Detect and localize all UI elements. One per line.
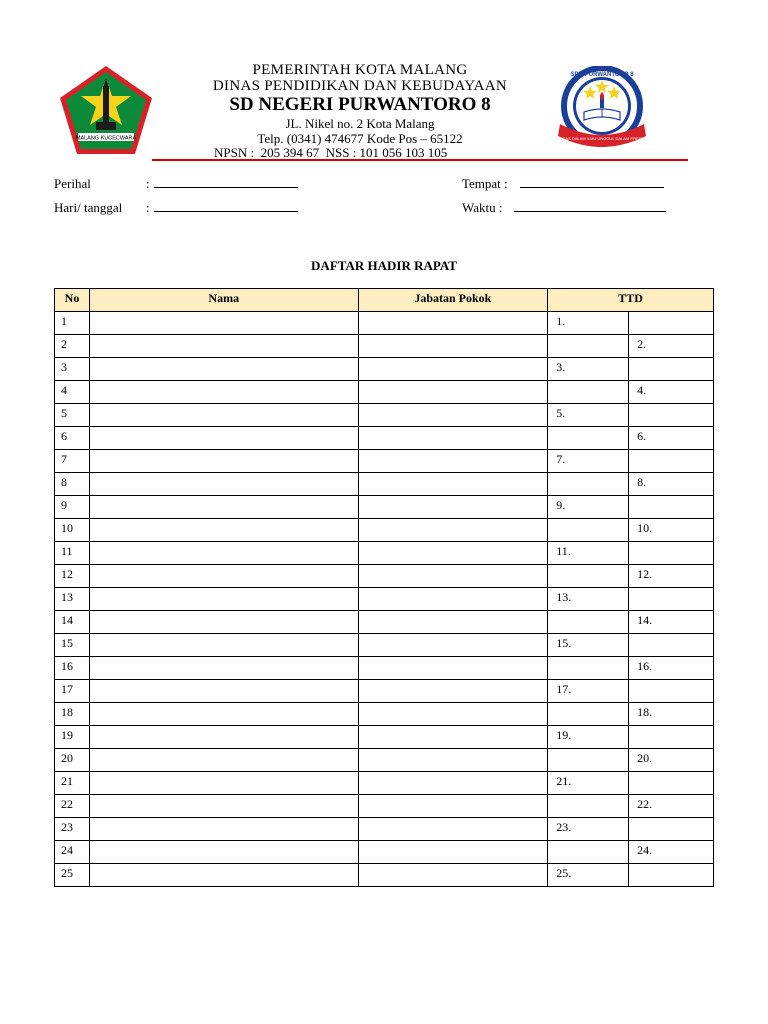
nama-cell[interactable] [89, 795, 358, 818]
ttd-right-cell[interactable] [629, 450, 714, 473]
row-number: 4 [55, 381, 90, 404]
ttd-right-cell[interactable]: 18. [629, 703, 714, 726]
table-row [55, 818, 714, 841]
ttd-left-cell[interactable]: 5. [548, 404, 629, 427]
ttd-right-cell[interactable]: 22. [629, 795, 714, 818]
ttd-right-cell[interactable] [629, 634, 714, 657]
jabatan-cell[interactable] [358, 864, 548, 887]
ttd-left-cell[interactable] [548, 519, 629, 542]
row-number: 1 [55, 312, 90, 335]
perihal-blank[interactable] [154, 175, 298, 188]
jabatan-cell[interactable] [358, 404, 548, 427]
svg-text:MALANG KUCECWARA: MALANG KUCECWARA [75, 135, 137, 142]
jabatan-cell[interactable] [358, 519, 548, 542]
table-header-row [55, 289, 714, 312]
jabatan-cell[interactable] [358, 749, 548, 772]
jabatan-cell[interactable] [358, 703, 548, 726]
row-number: 9 [55, 496, 90, 519]
ttd-right-cell[interactable] [629, 312, 714, 335]
row-number: 3 [55, 358, 90, 381]
ttd-left-cell[interactable]: 13. [548, 588, 629, 611]
ttd-left-cell[interactable]: 9. [548, 496, 629, 519]
table-row [55, 864, 714, 887]
ttd-left-cell[interactable]: 19. [548, 726, 629, 749]
table-row [55, 450, 714, 473]
ttd-left-cell[interactable] [548, 335, 629, 358]
table-row [55, 312, 714, 335]
waktu-label: Waktu : [462, 200, 503, 215]
nama-cell[interactable] [89, 312, 358, 335]
ttd-left-cell[interactable] [548, 703, 629, 726]
ttd-left-cell[interactable] [548, 565, 629, 588]
ttd-left-cell[interactable] [548, 795, 629, 818]
ttd-left-cell[interactable] [548, 657, 629, 680]
ttd-left-cell[interactable] [548, 841, 629, 864]
ttd-left-cell[interactable] [548, 611, 629, 634]
nama-cell[interactable] [89, 611, 358, 634]
ttd-left-cell[interactable]: 23. [548, 818, 629, 841]
school-phone: Telp. (0341) 474677 Kode Pos – 65122 [257, 131, 463, 146]
nama-cell[interactable] [89, 726, 358, 749]
jabatan-cell[interactable] [358, 634, 548, 657]
jabatan-cell[interactable] [358, 657, 548, 680]
table-row [55, 772, 714, 795]
row-number: 19 [55, 726, 90, 749]
nama-cell[interactable] [89, 841, 358, 864]
waktu-field [462, 199, 666, 216]
attendance-rows [55, 312, 714, 887]
nama-cell[interactable] [89, 565, 358, 588]
ttd-right-cell[interactable]: 14. [629, 611, 714, 634]
row-number: 25 [55, 864, 90, 887]
ttd-right-cell[interactable]: 16. [629, 657, 714, 680]
ttd-left-cell[interactable]: 15. [548, 634, 629, 657]
svg-text:SDN PURWANTORO 8: SDN PURWANTORO 8 [570, 72, 634, 78]
ttd-right-cell[interactable]: 2. [629, 335, 714, 358]
ttd-right-cell[interactable]: 12. [629, 565, 714, 588]
table-row [55, 404, 714, 427]
jabatan-cell[interactable] [358, 726, 548, 749]
nama-cell[interactable] [89, 496, 358, 519]
nama-cell[interactable] [89, 519, 358, 542]
tempat-label: Tempat : [462, 176, 508, 191]
ttd-right-cell[interactable] [629, 404, 714, 427]
jabatan-cell[interactable] [358, 312, 548, 335]
ttd-left-cell[interactable]: 1. [548, 312, 629, 335]
jabatan-cell[interactable] [358, 611, 548, 634]
perihal-field: Perihal : [54, 175, 298, 192]
table-row [55, 496, 714, 519]
nama-cell[interactable] [89, 358, 358, 381]
table-row [55, 841, 714, 864]
school-name: SD NEGERI PURWANTORO 8 [229, 94, 491, 115]
ttd-left-cell[interactable]: 11. [548, 542, 629, 565]
row-number: 2 [55, 335, 90, 358]
ttd-right-cell[interactable] [629, 680, 714, 703]
nama-cell[interactable] [89, 427, 358, 450]
perihal-label: Perihal [54, 176, 91, 191]
header-ttd: TTD [548, 289, 714, 312]
letterhead [160, 62, 560, 146]
jabatan-cell[interactable] [358, 795, 548, 818]
ttd-left-cell[interactable]: 3. [548, 358, 629, 381]
ttd-left-cell[interactable] [548, 473, 629, 496]
table-row [55, 611, 714, 634]
ttd-right-cell[interactable] [629, 864, 714, 887]
table-row [55, 473, 714, 496]
jabatan-cell[interactable] [358, 841, 548, 864]
hari-tanggal-blank[interactable] [154, 199, 298, 212]
table-row [55, 588, 714, 611]
row-number: 22 [55, 795, 90, 818]
ttd-left-cell[interactable] [548, 381, 629, 404]
attendance-table [54, 288, 714, 887]
nama-cell[interactable] [89, 335, 358, 358]
school-address: JL. Nikel no. 2 Kota Malang [285, 116, 435, 131]
ttd-right-cell[interactable]: 8. [629, 473, 714, 496]
npsn-line: NPSN : 205 394 67 NSS : 101 056 103 105 [214, 145, 448, 160]
table-row [55, 634, 714, 657]
nama-cell[interactable] [89, 450, 358, 473]
row-number: 18 [55, 703, 90, 726]
ttd-right-cell[interactable] [629, 726, 714, 749]
ttd-left-cell[interactable]: 7. [548, 450, 629, 473]
kota-malang-logo [58, 64, 154, 156]
table-row [55, 427, 714, 450]
jabatan-cell[interactable] [358, 772, 548, 795]
nama-cell[interactable] [89, 404, 358, 427]
ttd-left-cell[interactable] [548, 749, 629, 772]
row-number: 8 [55, 473, 90, 496]
ttd-right-cell[interactable] [629, 818, 714, 841]
header-jabatan: Jabatan Pokok [358, 289, 548, 312]
row-number: 24 [55, 841, 90, 864]
ttd-right-cell[interactable]: 4. [629, 381, 714, 404]
row-number: 6 [55, 427, 90, 450]
waktu-blank[interactable] [514, 199, 666, 212]
row-number: 12 [55, 565, 90, 588]
jabatan-cell[interactable] [358, 335, 548, 358]
ttd-right-cell[interactable]: 6. [629, 427, 714, 450]
row-number: 21 [55, 772, 90, 795]
jabatan-cell[interactable] [358, 450, 548, 473]
hari-tanggal-label: Hari/ tanggal [54, 200, 123, 215]
table-row [55, 795, 714, 818]
row-number: 14 [55, 611, 90, 634]
table-row [55, 519, 714, 542]
jabatan-cell[interactable] [358, 588, 548, 611]
ttd-right-cell[interactable] [629, 588, 714, 611]
row-number: 11 [55, 542, 90, 565]
nama-cell[interactable] [89, 864, 358, 887]
ttd-right-cell[interactable]: 10. [629, 519, 714, 542]
nama-cell[interactable] [89, 473, 358, 496]
nama-cell[interactable] [89, 588, 358, 611]
table-row [55, 749, 714, 772]
jabatan-cell[interactable] [358, 542, 548, 565]
jabatan-cell[interactable] [358, 680, 548, 703]
department-name: DINAS PENDIDIKAN DAN KEBUDAYAAN [212, 78, 508, 94]
nama-cell[interactable] [89, 818, 358, 841]
ttd-right-cell[interactable] [629, 358, 714, 381]
ttd-right-cell[interactable] [629, 542, 714, 565]
nama-cell[interactable] [89, 703, 358, 726]
row-number: 5 [55, 404, 90, 427]
ttd-right-cell[interactable] [629, 772, 714, 795]
table-row [55, 358, 714, 381]
table-row [55, 657, 714, 680]
jabatan-cell[interactable] [358, 381, 548, 404]
table-row [55, 381, 714, 404]
row-number: 7 [55, 450, 90, 473]
tempat-blank[interactable] [520, 175, 664, 188]
row-number: 23 [55, 818, 90, 841]
row-number: 16 [55, 657, 90, 680]
jabatan-cell[interactable] [358, 496, 548, 519]
nama-cell[interactable] [89, 749, 358, 772]
nama-cell[interactable] [89, 381, 358, 404]
ttd-left-cell[interactable]: 17. [548, 680, 629, 703]
nama-cell[interactable] [89, 680, 358, 703]
tempat-field [462, 175, 664, 192]
jabatan-cell[interactable] [358, 565, 548, 588]
table-row [55, 680, 714, 703]
hari-tanggal-field: Hari/ tanggal : [54, 199, 298, 216]
row-number: 15 [55, 634, 90, 657]
ttd-left-cell[interactable]: 25. [548, 864, 629, 887]
row-number: 13 [55, 588, 90, 611]
row-number: 17 [55, 680, 90, 703]
ttd-right-cell[interactable]: 20. [629, 749, 714, 772]
nama-cell[interactable] [89, 634, 358, 657]
ttd-right-cell[interactable] [629, 496, 714, 519]
header-no: No [55, 289, 90, 312]
jabatan-cell[interactable] [358, 473, 548, 496]
table-row [55, 335, 714, 358]
nama-cell[interactable] [89, 772, 358, 795]
document-title: DAFTAR HADIR RAPAT [311, 258, 457, 273]
row-number: 10 [55, 519, 90, 542]
government-name: PEMERINTAH KOTA MALANG [252, 62, 468, 78]
table-row [55, 726, 714, 749]
table-row [55, 565, 714, 588]
jabatan-cell[interactable] [358, 358, 548, 381]
nama-cell[interactable] [89, 657, 358, 680]
svg-text:CERDAS DALAM ILMU UNGGUL DALAM: CERDAS DALAM ILMU UNGGUL DALAM PRESTASI [554, 136, 650, 141]
table-row [55, 542, 714, 565]
ttd-right-cell[interactable]: 24. [629, 841, 714, 864]
jabatan-cell[interactable] [358, 427, 548, 450]
header-nama: Nama [89, 289, 358, 312]
ttd-left-cell[interactable]: 21. [548, 772, 629, 795]
nama-cell[interactable] [89, 542, 358, 565]
jabatan-cell[interactable] [358, 818, 548, 841]
sdn-purwantoro-logo [546, 66, 658, 160]
ttd-left-cell[interactable] [548, 427, 629, 450]
row-number: 20 [55, 749, 90, 772]
table-row [55, 703, 714, 726]
